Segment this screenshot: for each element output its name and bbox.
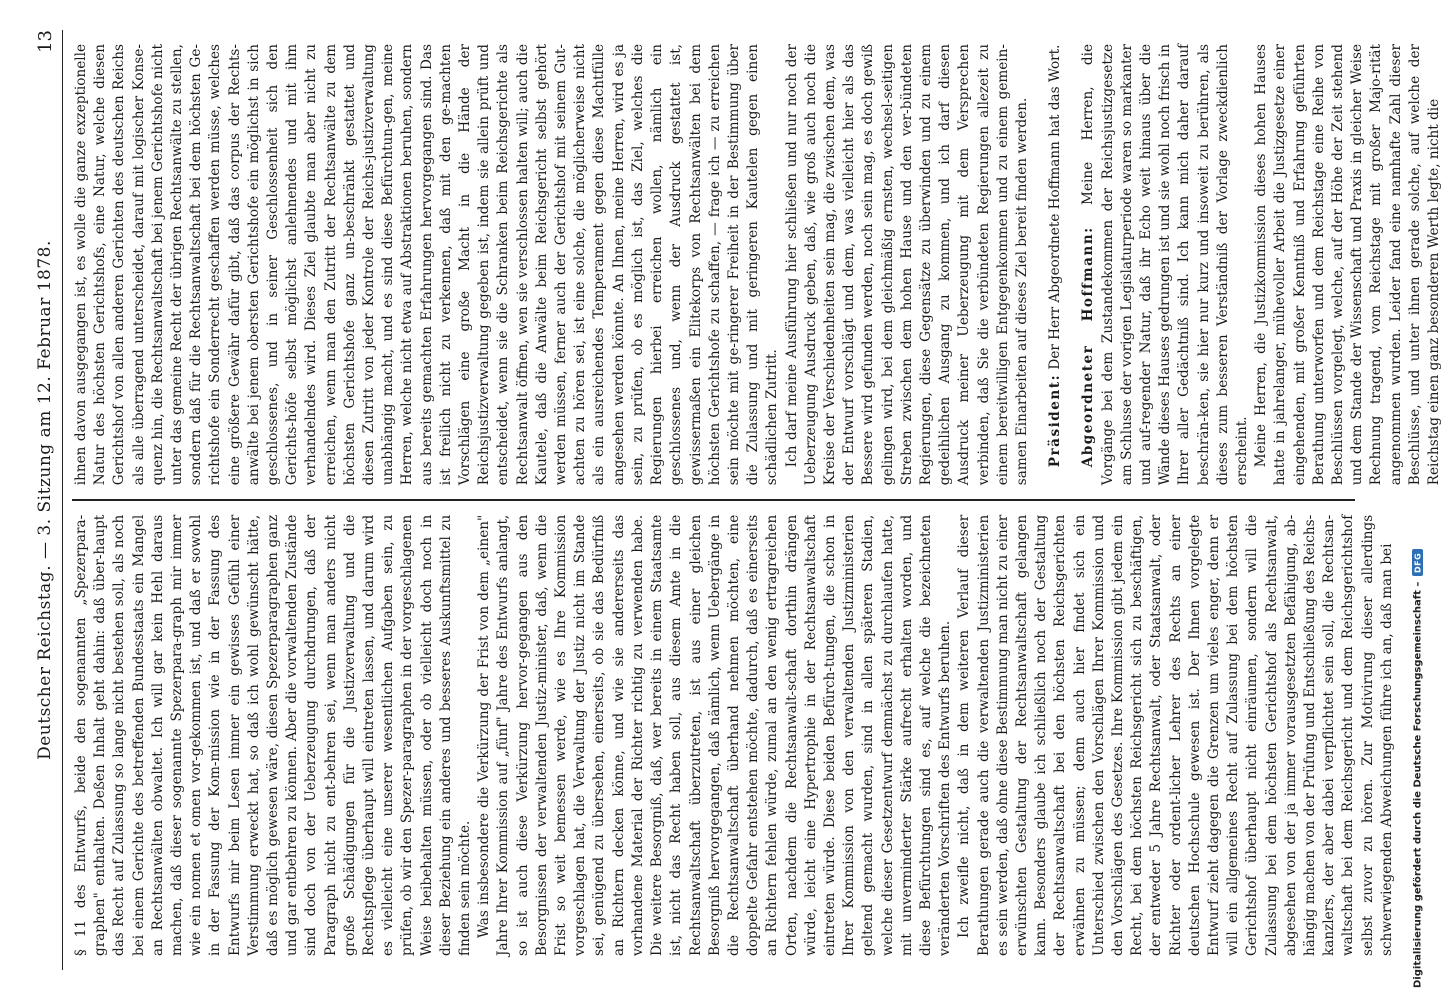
- paragraph: § 11 des Entwurfs, beide den sogenannten „Spezerpara-graphen" enthalten. Deßen Inhalt geht dahin: daß über-haupt das Recht auf Zulassung so lange nicht bestehen soll, als noch bei einem Gerichte des betreffenden Bundesstaats ein Mangel an Rechtsanwälten obwaltet. Ich will gar kein Hehl daraus machen, daß dieser sogenannte Spezerpara-graph mir immer wie ein nomen et omen vor-gekommen ist, und daß er sowohl in der Fassung der Kom-mission wie in der Fassung des Entwurfs mir beim Lesen immer ein gewisses Gefühl einer Verstimmung erweckt hat, so daß ich wohl gewünscht hätte, daß es möglich gewesen wäre, diesen Spezerparagraphen ganz und gar entbehren zu können. Aber die vorwaltenden Zustände sind doch von der Ueberzeugung durchdrungen, daß der Paragraph nicht zu ent-behren sei, wenn man anders nicht große Schädigungen für die Justizverwaltung und die Rechtspflege überhaupt will eintreten lassen, und darum wird es vielleicht eine unserer wesentlichen Aufgaben sein, zu prüfen, ob wir den Spezer-paragraphen in der vorgeschlagenen Weise beibehalten müssen, oder ob vielleicht doch noch in dieser Beziehung ein anderes und besseres Auskunftsmittel zu finden sein möchte.: [73, 514, 474, 956]
- paragraph: Ich darf meine Ausführung hier schließen und nur noch der Ueberzeugung Ausdruck geben, daß, wie groß auch noch die Kreise der Verschiedenheiten sein mag, die zwischen dem, was der Entwurf vorschlägt und dem, was vielleicht hier als das Bessere wird gefunden werden, noch sein mag, es doch gewiß gelingen wird, bei dem gleichmäßig ernsten, wechsel-seitigen Streben zwischen dem hohen Hause und den ver-bündeten Regierungen, diese Gegensätze zu überwinden und zu einem gedeihlichen Ausgang zu kommen, und ich darf diesen Ausdruck meiner Ueberzeugung mit dem Versprechen verbinden, daß Sie die verbündeten Regierungen allezeit zu einem bereitwilligen Entgegenkommen und zu einem gemein-samen Einarbeiten auf dieses Ziel bereit finden werden.: [783, 44, 1030, 486]
- left-column: [72, 501, 1395, 970]
- digitization-credit: [1410, 8, 1426, 988]
- president-label: Präsident:: [1047, 373, 1064, 468]
- page-header: [28, 30, 63, 970]
- section-gap: [1065, 44, 1079, 485]
- paragraph: Ich zweifle nicht, daß in dem weiteren Verlauf dieser Berathungen gerade auch die verwaltenden Justizministerien es sein werden, daß ohne diese Bestimmung man nicht zu einer erwünschten Gestaltung der Rechtsanwaltschaft gelangen kann. Besonders glaube ich schließlich noch der Gestaltung der Rechtsanwaltschaft bei den höchsten Reichsgerichten erwähnen zu müssen; denn auch hier findet sich ein Unterschied zwischen den Vorschlägen Ihrer Kommission und den Vorschlägen des Gesetzes. Ihre Kommission gibt jedem ein Recht, bei dem höchsten Reichsgericht sich zu beschäftigen, der entweder 5 Jahre Rechtsanwalt, oder Staatsanwalt, oder Richter oder ordent-licher Lehrer des Rechts an einer deutschen Hochschule gewesen ist. Der Ihnen vorgelegte Entwurf zieht dagegen die Grenzen um vieles enger, denn er will ein allgemeines Recht auf Zulassung bei dem höchsten Gerichtshof überhaupt nicht einräumen, sondern will die Zulassung bei dem höchsten Gerichtshof als Rechtsanwalt, abgesehen von der ja immer vorausgesetzten Befähigung, ab-hängig machen von der Prüfung und Entschließung des Reichs-kanzlers, der aber dabei verpflichtet sein soll, die Rechtsan-waltschaft bei dem Reichsgericht und dem Reichsgerichtshof selbst zuvor zu hören. Zur Motivirung dieser allerdings schwerwiegenden Abweichungen führe ich an, daß man bei: [956, 514, 1395, 956]
- paragraph: Was insbesondere die Verkürzung der Frist von dem „einen" Jahre Ihrer Kommission auf „fünf" Jahre des Entwurfs anlangt, so ist auch diese Verkürzung hervor-gegangen aus den Besorgnissen der verwaltenden Justiz-minister, daß, wenn die Frist so weit bemessen werde, wie es Ihre Kommission vorgeschlagen hat, die Verwaltung der Justiz nicht im Stande sei, genügend zu übersehen, einerseits, ob sie das Bedürfniß an Richtern decken könne, und wie sie andererseits das vorhandene Material der Richter richtig zu verwenden habe. Die weitere Besorgniß, daß, wer bereits in einem Staatsamte ist, nicht das Recht haben soll, aus diesem Amte in die Rechtsanwaltschaft überzutreten, ist aus einer gleichen Besorgniß hervorgegangen, daß nämlich, wenn Uebergänge in die Rechtsanwaltschaft überhand nehmen möchten, eine doppelte Gefahr entstehen möchte, dadurch, daß es einerseits an Richtern fehlen würde, zumal an den wenig ertragreichen Orten, nachdem die Rechtsanwalt-schaft dorthin drängen würde, leicht eine Hypertrophie in der Rechtsanwaltschaft eintreten würde. Diese beiden Befürch-tungen, die schon in Ihrer Kommission von den verwaltenden Justizministerien geltend gemacht wurden, sind in allen späteren Stadien, welche dieser Gesetzentwurf demnächst zu durchlaufen hatte, mit unverminderter Stärke aufrecht erhalten worden, und diese Befürchtungen sind es, auf welche die bezeichneten veränderten Vorschriften des Entwurfs beruhen.: [476, 514, 954, 956]
- president-paragraph: [1046, 44, 1065, 485]
- speaker-paragraph: [1079, 44, 1252, 485]
- right-column: [72, 30, 1443, 499]
- section-gap: [1032, 44, 1046, 485]
- speaker-text: Meine Herren, die Vorgänge bei dem Zustandekommen der Reichsjustizgesetze am Schlusse der vorigen Legislaturperiode waren so markanter und auf-regender Natur, daß ihr Echo weit hinaus über die Wände dieses Hauses gedrungen ist und sie wohl noch frisch in Ihrer aller Gedächtniß sind. Ich kann mich daher darauf beschrän-ken, sie hier nur kurz und insoweit zu berühren, als dieses zum besseren Verständniß der Vorlage zweckdienlich erscheint.: [1080, 44, 1250, 486]
- speaker-label: Abgeordneter Hoffmann:: [1080, 226, 1097, 468]
- credit-text: Digitalisierung gefördert durch die Deutsche Forschungsgemeinschaft –: [1412, 581, 1424, 988]
- column-divider: [72, 499, 1355, 501]
- page-title: Deutscher Reichstag. — 3. Sitzung am 12. Februar 1878.: [35, 240, 55, 760]
- paragraph: ihnen davon ausgegangen ist, es wolle die ganze exzeptionelle Natur des höchsten Gerichtshofs, eine Natur, welche diesen Gerichtshof von allen anderen Gerichten des deutschen Reichs als alle überragend unterscheidet, darauf mit logischer Konse-quenz hin, die Rechtsanwaltschaft bei jenem Gerichtshofe nicht unter das gemeine Recht der übrigen Rechtsanwälte zu stellen, sondern daß für die Rechtsanwaltschaft bei dem höchsten Ge-richtshofe ein Sonderrecht geschaffen werden müsse, welches eine größere Gewähr dafür gibt, daß das corpus der Rechts-anwälte bei jenem obersten Gerichtshofe ein möglichst in sich geschlossenes, und in seiner Geschlossenheit sich den Gerichts-höfe selbst möglichst anlehnendes und mit ihm verhandelndes wird. Dieses Ziel glaubte man aber nicht zu erreichen, wenn man den Zutritt der Rechtsanwälte zu dem höchsten Gerichtshofe ganz un-beschränkt gestattet und diesen Zutritt von jeder Kontrole der Reichs-justizverwaltung unabhängig macht, und es sind diese Befürchtun-gen, meine Herren, welche nicht etwa auf Abstraktionen beruhen, sondern aus bereits gemachten Erfahrungen hervorgegangen sind. Das ist freilich nicht zu verkennen, daß mit den ge-machten Vorschlägen eine große Macht in die Hände der Reichsjustizverwaltung gegeben ist, indem sie allein prüft und entscheidet, wenn sie die Schranken beim Reichsgerichte als Rechtsanwalt öffnen, wen sie verschlossen halten will; auch die Kautele, daß die Anwälte beim Reichsgericht selbst gehört werden müssen, ferner auch der Gerichtshof mit seinem Gut-achten zu hören sei, ist eine solche, die möglicherweise nicht als ein ausreichendes Temperament gegen diese Machtfülle angesehen werden könnte. An Ihnen, meine Herren, wird es ja sein, zu prüfen, ob es möglich ist, das Ziel, welches die Regierungen hierbei erreichen wollen, nämlich ein geschlossenes und, wenn der Ausdruck gestattet ist, gewissermaßen ein Elitekorps von Rechtsanwälten bei dem höchsten Gerichtshofe zu schaffen, — frage ich — zu erreichen sein möchte mit ge-ringerer Freiheit in der Bestimmung über die Zulassung und mit geringeren Kautelen gegen einen schädlichen Zutritt.: [73, 44, 781, 486]
- paragraph: Meine Herren, die Justizkommission dieses hohen Hauses hatte in jahrelanger, mühevoller Arbeit die Justizgesetze einer eingehenden, mit großer Kenntniß und Erfahrung geführten Berathung unterworfen und dem Reichstage eine Reihe von Beschlüssen vorgelegt, welche, auf der Höhe der Zeit stehend und dem Stande der Wissenschaft und Praxis in gleicher Weise Rechnung tragend, vom Reichstage mit großer Majo-rität angenommen wurden. Leider fand eine namhafte Zahl dieser Beschlüsse, und unter ihnen gerade solche, auf welche der Reichstag einen ganz besonderen Werth legte, nicht die: [1253, 44, 1443, 486]
- president-text: Der Herr Abgeordnete Hoffmann hat das Wort.: [1047, 44, 1064, 370]
- dfg-logo: DFG: [1413, 549, 1424, 575]
- page-number: 13: [34, 30, 56, 53]
